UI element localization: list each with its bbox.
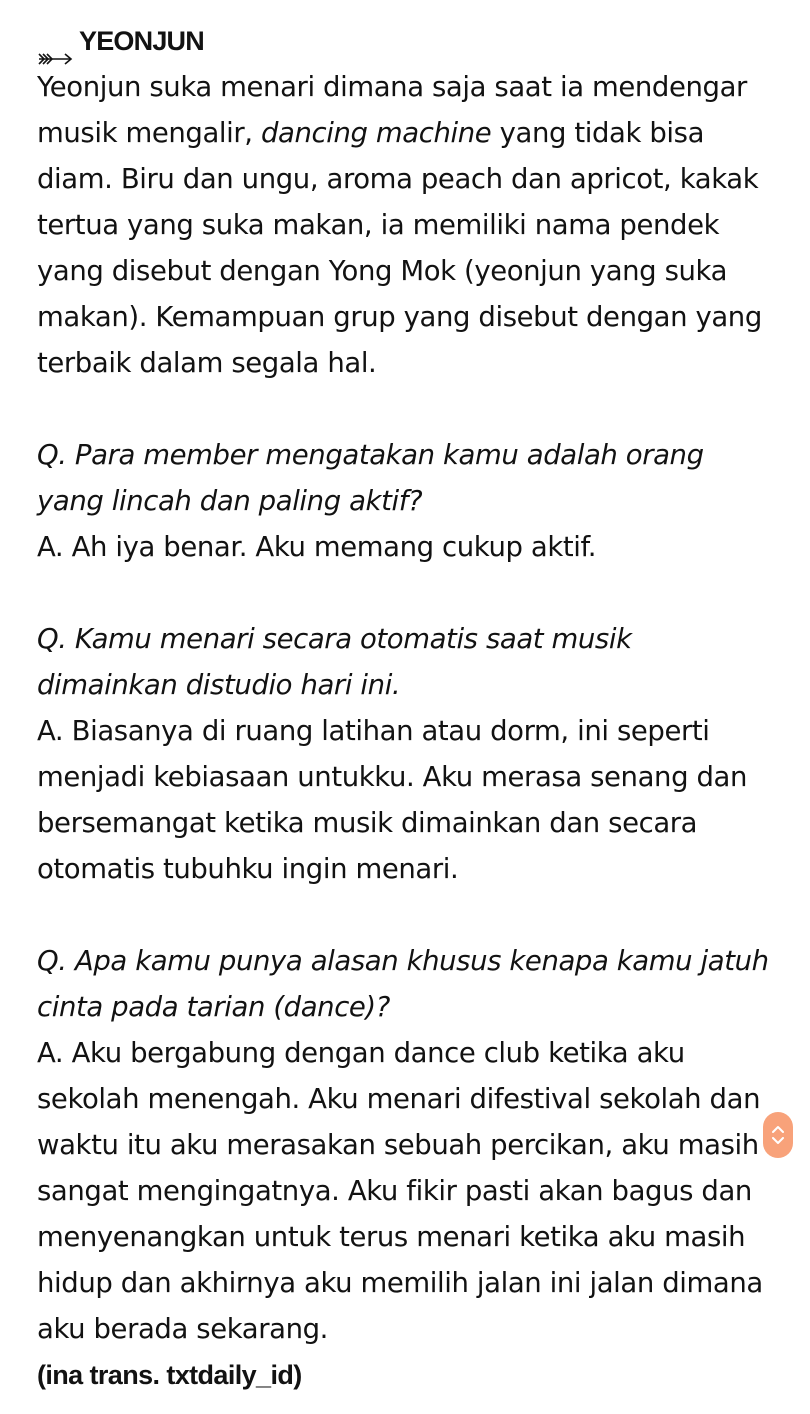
intro-italic: dancing machine — [260, 117, 492, 149]
section-heading — [37, 18, 772, 64]
article — [37, 18, 772, 1398]
question: Q. Kamu menari secara otomatis saat musik dimainkan distudio hari ini. — [37, 623, 632, 701]
answer: A. Ah iya benar. Aku memang cukup aktif. — [37, 531, 597, 563]
chevron-up-icon[interactable] — [772, 1125, 784, 1133]
question: Q. Apa kamu punya alasan khusus kenapa kamu jatuh cinta pada tarian (dance)? — [37, 945, 769, 1023]
intro-text-1: Yeonjun suka menari dimana saja saat ia mendengar musik mengalir, — [37, 71, 747, 149]
question: Q. Para member mengatakan kamu adalah orang yang lincah dan paling aktif? — [37, 439, 704, 517]
arrow-right-icon — [37, 34, 73, 48]
intro-paragraph — [37, 64, 772, 386]
spacer — [37, 386, 772, 432]
chevron-down-icon[interactable] — [772, 1137, 784, 1145]
answer: A. Biasanya di ruang latihan atau dorm, ini seperti menjadi kebiasaan untukku. Aku merasa senang dan bersemangat ketika musik dimainkan dan secara otomatis tubuhku ingin menari. — [37, 715, 748, 885]
fast-scroll-handle[interactable] — [763, 1112, 793, 1158]
answer: A. Aku bergabung dengan dance club ketika aku sekolah menengah. Aku menari difestival sekolah dan waktu itu aku merasakan sebuah percikan, aku masih sangat mengingatnya. Aku fikir pasti akan bagus dan menyenangkan untuk terus menari ketika aku masih hidup dan akhirnya aku memilih jalan ini jalan dimana aku berada sekarang. — [37, 1037, 763, 1345]
spacer — [37, 892, 772, 938]
translation-credit: (ina trans. txtdaily_id) — [37, 1360, 302, 1390]
spacer — [37, 570, 772, 616]
section-title: YEONJUN — [79, 26, 204, 56]
intro-text-2: yang tidak bisa diam. Biru dan ungu, aroma peach dan apricot, kakak tertua yang suka makan, ia memiliki nama pendek yang disebut dengan Yong Mok (yeonjun yang suka makan). Kemampuan grup yang disebut dengan yang terbaik dalam segala hal. — [37, 117, 762, 379]
